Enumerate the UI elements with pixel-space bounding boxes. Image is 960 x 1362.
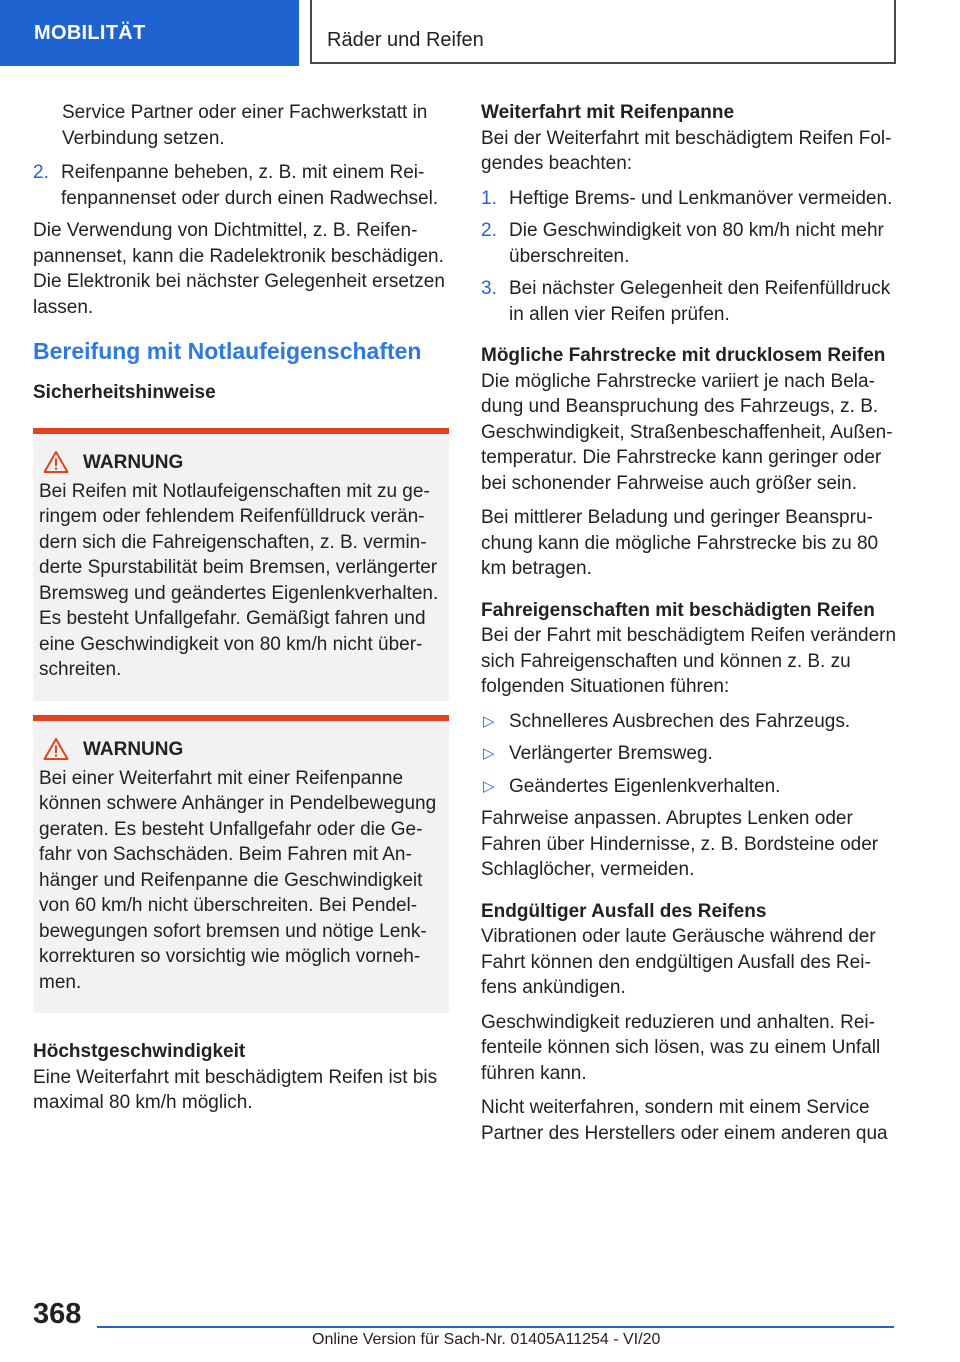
subheading: Mögliche Fahrstrecke mit drucklosem Reifen: [481, 345, 886, 366]
subheading: Höchstgeschwindigkeit: [33, 1041, 246, 1062]
warning-triangle-icon: [43, 450, 69, 474]
page-number: 368: [33, 1298, 82, 1330]
bullet-text: Verlängerter Bremsweg.: [509, 743, 713, 764]
paragraph: Fahrweise anpassen. Abruptes Lenken oder Fahren über Hindernisse, z. B. Bordsteine oder Schlaglöcher, vermeiden.: [481, 808, 879, 880]
step-list: [33, 160, 449, 211]
step-number: 2.: [33, 162, 49, 183]
paragraph: Bei der Fahrt mit beschädigtem Reifen verändern sich Fahreigenschaften und können z. B. zu folgenden Situationen führen:: [481, 625, 897, 697]
step-number: 1.: [481, 187, 497, 209]
paragraph: Eine Weiterfahrt mit beschädigtem Reifen ist bis maximal 80 km/h möglich.: [33, 1066, 438, 1113]
paragraph: Geschwindigkeit reduzieren und anhalten. Reifenteile können sich lösen, was zu einem Unfall führen kann.: [481, 1011, 881, 1084]
list-item: [481, 774, 897, 800]
paragraph: Vibrationen oder laute Geräusche während der Fahrt können den endgültigen Ausfall des Reifens ankündigen.: [481, 926, 876, 998]
footer-version-text: Online Version für Sach-Nr. 01405A11254 - VI/20: [312, 1331, 661, 1348]
warning-triangle-icon: [43, 737, 69, 761]
triangle-right-icon: ▷: [483, 745, 495, 762]
warning-header: [39, 737, 441, 763]
section-tab: MOBILITÄT: [0, 0, 299, 66]
step-number: 2.: [481, 220, 497, 241]
paragraph: Die Verwendung von Dichtmittel, z. B. Reifenpannenset, kann die Radelektronik beschädigen. Die Elektronik bei nächster Gelegenheit ersetzen lassen.: [33, 220, 445, 318]
paragraph: Bei der Weiterfahrt mit beschädigtem Reifen Folgendes beachten:: [481, 127, 892, 174]
step-text: Reifenpanne beheben, z. B. mit einem Reifenpannenset oder durch einen Radwechsel.: [61, 162, 439, 209]
bullet-text: Schnelleres Ausbrechen des Fahrzeugs.: [509, 710, 851, 732]
subheading: Sicherheitshinweise: [33, 382, 216, 403]
warning-text: Bei einer Weiterfahrt mit einer Reifenpanne können schwere Anhänger in Pendelbewegung geraten. Es besteht Unfallgefahr oder die Gefahr von Sachschäden. Beim Fahren mit Anhänger und Reifenpanne die Geschwindigkeit von 60 km/h nicht überschreiten. Bei Pendelbewegungen sofort bremsen und nötige Lenkkorrekturen so vorsichtig wie möglich vornehmen.: [39, 767, 437, 993]
left-column: [33, 100, 449, 1125]
step-number: 3.: [481, 278, 497, 299]
step-text: Bei nächster Gelegenheit den Reifenfülldruck in allen vier Reifen prüfen.: [509, 278, 891, 325]
warning-box: [33, 428, 449, 701]
list-item: [481, 186, 897, 212]
subheading: Weiterfahrt mit Reifenpanne: [481, 102, 735, 123]
subheading: Endgültiger Ausfall des Reifens: [481, 900, 767, 922]
step-text: Heftige Brems- und Lenkmanöver vermeiden.: [509, 187, 893, 209]
warning-title: WARNUNG: [83, 738, 184, 760]
bullet-text: Geändertes Eigenlenkverhalten.: [509, 775, 781, 797]
list-item: [33, 160, 449, 211]
list-item: [481, 709, 897, 735]
triangle-right-icon: ▷: [483, 712, 495, 730]
subheading: Fahreigenschaften mit beschädigten Reifen: [481, 599, 875, 621]
paragraph: Bei mittlerer Beladung und geringer Beanspruchung kann die mögliche Fahrstrecke bis zu 80 km betragen.: [481, 507, 879, 579]
paragraph: Nicht weiterfahren, sondern mit einem Service Partner des Herstellers oder einem anderen qua: [481, 1097, 888, 1144]
warning-box: [33, 715, 449, 1014]
section-heading: Bereifung mit Notlaufeigenschaften: [33, 338, 422, 364]
chapter-title: Räder und Reifen: [310, 0, 896, 64]
footer-divider: [97, 1326, 894, 1328]
list-item: [481, 741, 897, 767]
warning-title: WARNUNG: [83, 451, 184, 473]
bullet-list: [481, 709, 897, 800]
continued-step-text: Service Partner oder einer Fachwerkstatt in Verbindung setzen.: [62, 102, 428, 149]
page-header: [0, 0, 960, 66]
right-column: [481, 100, 897, 1155]
list-item: [481, 218, 897, 269]
step-text: Die Geschwindigkeit von 80 km/h nicht mehr überschreiten.: [509, 220, 884, 267]
warning-header: [39, 450, 441, 476]
paragraph: Die mögliche Fahrstrecke variiert je nach Beladung und Beanspruchung des Fahrzeugs, z. B. Geschwindigkeit, Straßenbeschaffenheit, Außentemperatur. Die Fahrstrecke kann geringer oder bei schonender Fahrweise auch größer sein.: [481, 370, 893, 494]
warning-text: Bei Reifen mit Notlaufeigenschaften mit zu geringem oder fehlendem Reifenfülldruck verändern sich die Fahreigenschaften, z. B. verminderte Spurstabilität beim Bremsen, verlängerter Bremsweg und geändertes Eigenlenkverhalten. Es besteht Unfallgefahr. Gemäßigt fahren und eine Geschwindigkeit von 80 km/h nicht überschreiten.: [39, 480, 439, 680]
step-list: [481, 186, 897, 328]
list-item: [481, 276, 897, 327]
triangle-right-icon: ▷: [483, 777, 495, 795]
